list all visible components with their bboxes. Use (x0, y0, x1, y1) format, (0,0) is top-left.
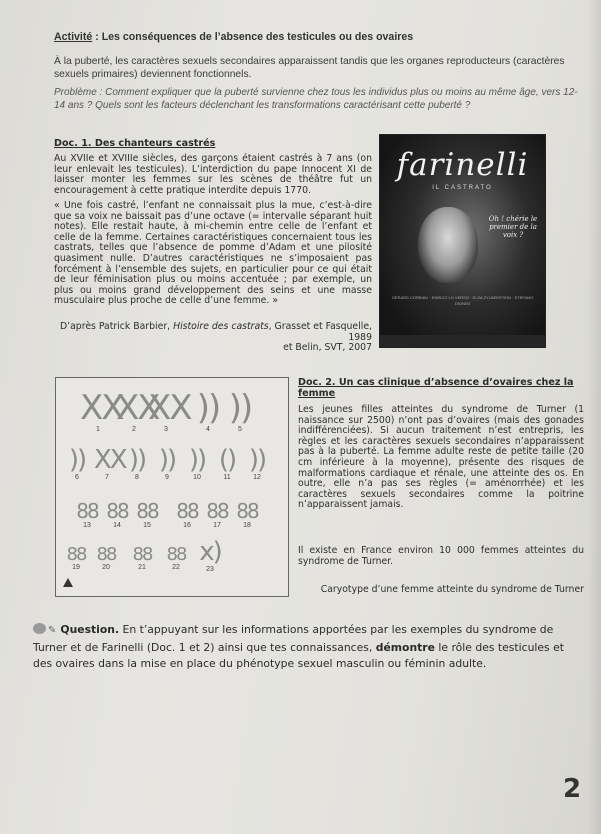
chromosome-glyph: 88 (66, 544, 86, 565)
brain-icon (33, 623, 46, 634)
page-edge-shadow (587, 0, 601, 834)
chromosome-pair-17 (204, 500, 230, 529)
chromosome-glyph: XX (80, 388, 123, 428)
chromosome-glyph: 88 (236, 499, 258, 523)
chromosome-glyph: )) (68, 445, 86, 475)
poster-subtitle: IL CASTRATO (432, 185, 493, 191)
chromosome-pair-6 (64, 446, 90, 481)
chromosome-glyph: )) (158, 445, 176, 475)
doc1-paragraph-2: « Une fois castré, l’enfant ne connaissait plus la mue, c’est-à-dire que sa voix ne baissait pas d’une octave (= intervalle séparant huit notes). Elle restait haute, à mi-chemin entre celle de l’enfant et celle de la femme. Certaines caractéristiques concernaient tous les castrats, telles que l’absence de pomme d’Adam et une pilosité quasiment nulle. D’autres caractéristiques ne s’imposaient pas forcément à l’ensemble des sujets, en particulier pour ce qui était de leur féminisation plus ou moins accentuée ; par exemple, un plus ou moins grand développement des seins et une masse musculaire plus proche de celle d’une femme. » (54, 200, 372, 307)
intro-text: À la puberté, les caractères sexuels secondaires apparaissent tandis que les organes reproducteurs (caractères sexuels primaires) deviennent fonctionnels. (54, 56, 565, 80)
chromosome-number: 9 (165, 474, 169, 481)
doc2-title: Doc. 2. Un cas clinique d’absence d’ovaires chez la femme (298, 377, 574, 399)
chromosome-pair-20 (94, 546, 118, 571)
chromosome-glyph: )) (248, 445, 266, 475)
question-block (33, 622, 583, 673)
farinelli-movie-poster (379, 134, 546, 348)
chromosome-number: 10 (193, 474, 201, 481)
chromosome-glyph: x) (199, 537, 221, 567)
chromosome-glyph: 88 (206, 499, 228, 523)
chromosome-glyph: 88 (76, 499, 98, 523)
chromosome-pair-3 (148, 388, 191, 433)
page-number: 2 (563, 774, 582, 804)
activity-title-text: : Les conséquences de l’absence des testicules ou des ovaires (92, 31, 414, 43)
doc1-title: Doc. 1. Des chanteurs castrés (54, 138, 216, 149)
chromosome-glyph: XX (116, 388, 159, 428)
chromosome-glyph: 88 (136, 499, 158, 523)
chromosome-pair-14 (104, 500, 130, 529)
chromosome-pair-11 (214, 446, 240, 481)
chromosome-number: 16 (183, 522, 191, 529)
activity-label: Activité (54, 31, 93, 43)
question-text-2: le rôle des testicules et des ovaires dans la mise en place du phénotype sexuel masculin ou féminin adulte. (33, 640, 564, 670)
doc1-source-line2: et Belin, SVT, 2007 (283, 342, 372, 354)
chromosome-glyph: )) (228, 388, 252, 428)
chromosome-pair-13 (74, 500, 100, 529)
chromosome-number: 3 (164, 426, 168, 433)
doc1-paragraph-1: Au XVIIe et XVIIIe siècles, des garçons étaient castrés à 7 ans (on leur enlevait les testicules). L’interdiction du pape Innocent XI de laisser monter les femmes sur les scènes de théâtre fut un encouragement à cette pratique interdite depuis 1770. (54, 153, 372, 196)
chromosome-pair-10 (184, 446, 210, 481)
poster-title: farinelli (396, 147, 529, 183)
chromosome-pair-23 (196, 538, 224, 573)
chromosome-pair-18 (234, 500, 260, 529)
activity-title (54, 31, 584, 43)
chromosome-pair-5 (224, 390, 256, 433)
chromosome-pair-15 (134, 500, 160, 529)
karyotype-caption: Caryotype d’une femme atteinte du syndrome de Turner (320, 584, 584, 595)
chromosome-pair-12 (244, 446, 270, 481)
chromosome-pair-7 (94, 445, 126, 481)
doc1-source-book: Histoire des castrats (173, 321, 269, 332)
poster-tagline: Oh ! chérie le premier de la voix ? (488, 215, 538, 239)
chromosome-number: 8 (135, 474, 139, 481)
chromosome-glyph: 88 (106, 499, 128, 523)
chromosome-number: 18 (243, 522, 251, 529)
chromosome-number: 4 (206, 426, 210, 433)
doc2-paragraph-1: Les jeunes filles atteintes du syndrome de Turner (1 naissance sur 2500) n’ont pas d’ovaires (mais des gonades indifférenciées). Si aucun traitement n’est entrepris, les règles et les caractères sexuels secondaires n’apparaissent pas à la puberté. La femme adulte reste de petite taille (20 cm inférieure à la moyenne), présente des risques de malformations cardiaque et rénale, une atteinte des os. En outre, elle n’a pas ses règles (= aménorrhée) et les caractères sexuels secondaires comme la poitrine n’apparaissent jamais. (298, 404, 584, 511)
chromosome-number: 19 (72, 564, 80, 571)
doc2-paragraph-2: Il existe en France environ 10 000 femmes atteintes du syndrome de Turner. (298, 545, 584, 567)
chromosome-glyph: 88 (176, 499, 198, 523)
chromosome-number: 14 (113, 522, 121, 529)
doc1-source-suffix: , Grasset et Fasquelle, 1989 (268, 321, 372, 343)
problem-statement: Problème : Comment expliquer que la puberté survienne chez tous les individus plus ou moins au même âge, vers 12-14 ans ? Quels sont les facteurs déclenchant les transformations caractérisant cette puberté ? (54, 87, 578, 111)
chromosome-number: 2 (132, 426, 136, 433)
chromosome-number: 1 (96, 426, 100, 433)
chromosome-pair-9 (154, 446, 180, 481)
chromosome-glyph: 88 (96, 544, 116, 565)
poster-bottom-band (380, 335, 545, 347)
chromosome-glyph: () (218, 445, 236, 475)
chromosome-number: 15 (143, 522, 151, 529)
chromosome-glyph: XX (94, 445, 126, 475)
chromosome-pair-22 (164, 546, 188, 571)
chromosome-pair-2 (116, 388, 159, 433)
chromosome-glyph: )) (188, 445, 206, 475)
chromosome-pair-8 (124, 446, 150, 481)
chromosome-number: 17 (213, 522, 221, 529)
doc1-source (54, 322, 372, 354)
triangle-marker-icon (63, 578, 73, 587)
chromosome-number: 23 (206, 566, 214, 573)
chromosome-number: 21 (138, 564, 146, 571)
chromosome-number: 5 (238, 426, 242, 433)
pen-icon: ✎ (48, 625, 57, 636)
chromosome-pair-19 (64, 546, 88, 571)
karyotype-figure (55, 377, 289, 597)
chromosome-glyph: 88 (166, 544, 186, 565)
chromosome-glyph: )) (196, 388, 220, 428)
chromosome-number: 7 (105, 474, 109, 481)
chromosome-glyph: XX (148, 388, 191, 428)
chromosome-number: 20 (102, 564, 110, 571)
chromosome-number: 22 (172, 564, 180, 571)
chromosome-number: 13 (83, 522, 91, 529)
chromosome-glyph: 88 (132, 544, 152, 565)
question-verb: démontre (375, 640, 435, 654)
chromosome-pair-1 (80, 388, 123, 433)
poster-credits: GÉRARD CORBIAU · ENRICO LO VERSO · ELSA ZYLBERSTEIN · STEFANO DIONISI (391, 295, 534, 306)
question-label: Question. (60, 623, 120, 636)
question-text-1: En t’appuyant sur les informations apportées par les exemples du syndrome de Turner et de Farinelli (Doc. 1 et 2) ainsi que tes connaissances, (33, 623, 554, 654)
chromosome-number: 6 (75, 474, 79, 481)
chromosome-glyph: )) (128, 445, 146, 475)
chromosome-number: 11 (223, 474, 231, 481)
chromosome-pair-16 (174, 500, 200, 529)
chromosome-pair-4 (192, 390, 224, 433)
doc1-source-prefix: D’après Patrick Barbier, (60, 321, 174, 332)
chromosome-pair-21 (130, 546, 154, 571)
chromosome-number: 12 (253, 474, 261, 481)
poster-face-image (418, 207, 478, 283)
